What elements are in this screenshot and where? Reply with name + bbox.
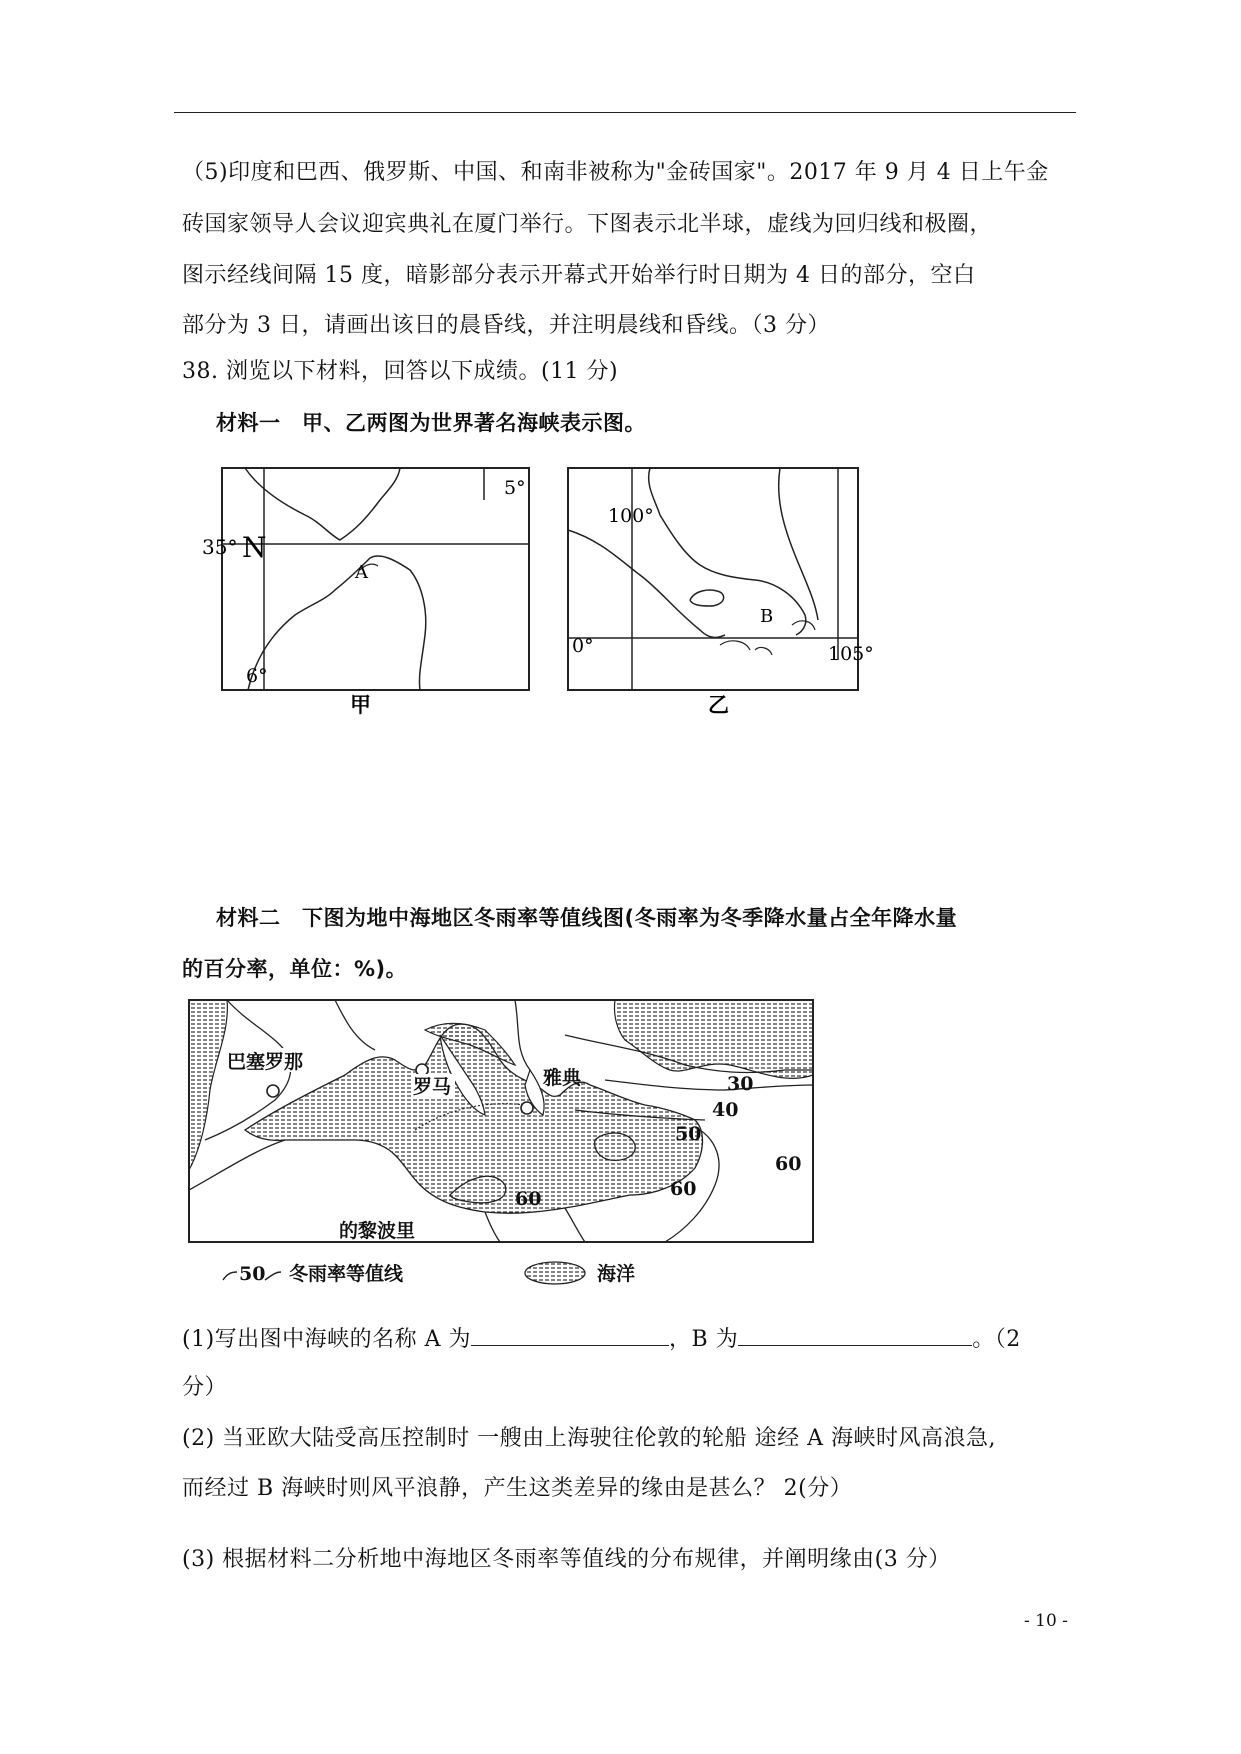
- label-tripoli: 的黎波里: [339, 1220, 416, 1242]
- map-yi-frame: [568, 468, 858, 690]
- material-2-line-1: 材料二 下图为地中海地区冬雨率等值线图(冬雨率为冬季降水量占全年降水量: [216, 906, 958, 930]
- page-number: - 10 -: [1024, 1611, 1068, 1631]
- map-yi: [560, 460, 900, 720]
- q38-sub3: (3) 根据材料二分析地中海地区冬雨率等值线的分布规律，并阐明缘由(3 分）: [182, 1547, 951, 1572]
- map-jia: [200, 460, 540, 720]
- legend-isoline-right: [265, 1272, 281, 1280]
- black-sea: [614, 1000, 813, 1078]
- isoline-label-60-east: 60: [775, 1153, 802, 1175]
- q5-line-2: 砖国家领导人会议迎宾典礼在厦门举行。下图表示北半球，虚线为回归线和极圈，: [182, 212, 993, 237]
- material-1-heading: 材料一 甲、乙两图为世界著名海峡表示图。: [216, 411, 646, 435]
- q38-title: 38. 浏览以下材料，回答以下成绩。(11 分): [182, 359, 619, 384]
- map-yi-label-105: 105°: [828, 643, 874, 665]
- map-jia-label-35: 35°: [202, 535, 238, 559]
- mediterranean-map: [185, 990, 825, 1290]
- isoline-label-60-west: 60: [515, 1188, 542, 1210]
- q38-sub1-line-2: 分）: [182, 1375, 228, 1400]
- header-rule: [174, 112, 1076, 113]
- map-jia-frame: [222, 468, 529, 690]
- q5-line-4: 部分为 3 日，请画出该日的晨昏线，并注明晨线和昏线。（3 分）: [182, 313, 830, 338]
- isoline-label-50: 50: [675, 1123, 702, 1145]
- q38-sub2-line-1: (2) 当亚欧大陆受高压控制时 一艘由上海驶往伦敦的轮船 途经 A 海峡时风高浪急,: [182, 1426, 997, 1451]
- map-yi-label-b: B: [760, 606, 774, 627]
- q38-sub1-prefix: (1)写出图中海峡的名称 A 为: [182, 1327, 472, 1352]
- q38-sub1-line-1: [182, 1323, 1021, 1355]
- legend-isoline-left: [223, 1272, 237, 1280]
- map-jia-north-coast: [245, 468, 400, 540]
- answer-blank-a[interactable]: [471, 1323, 669, 1346]
- q38-sub1-mid: ，B 为: [669, 1327, 739, 1352]
- athens-marker: [521, 1102, 533, 1114]
- map-yi-malay-coast: [649, 468, 806, 635]
- label-athens: 雅典: [543, 1067, 582, 1089]
- legend-isoline-label: 冬雨率等值线: [289, 1263, 404, 1285]
- map-yi-label-0: 0°: [572, 635, 594, 657]
- answer-blank-b[interactable]: [738, 1323, 972, 1346]
- map-jia-label-a: A: [355, 562, 368, 583]
- map-yi-label-100: 100°: [608, 505, 654, 527]
- map-jia-label-6: 6°: [246, 665, 268, 687]
- map-jia-south-coast: [248, 556, 426, 690]
- legend-ocean-swatch: [525, 1262, 585, 1284]
- legend-isoline-value: 50: [239, 1263, 266, 1285]
- atlantic-sea: [189, 1000, 227, 1170]
- label-rome: 罗马: [413, 1076, 452, 1098]
- mediterranean-sea: [245, 1024, 703, 1213]
- material-2-line-2: 的百分率，单位：%)。: [182, 957, 408, 981]
- barcelona-marker: [267, 1085, 279, 1097]
- map-jia-label-5: 5°: [504, 477, 526, 499]
- q5-line-1: （5)印度和巴西、俄罗斯、中国、和南非被称为"金砖国家"。2017 年 9 月 4 日上午金: [182, 160, 1049, 185]
- isoline-label-40: 40: [712, 1099, 739, 1121]
- map-yi-caption: 乙: [708, 692, 729, 717]
- isoline-label-60-mid: 60: [670, 1178, 697, 1200]
- q5-line-3: 图示经线间隔 15 度，暗影部分表示开幕式开始举行时日期为 4 日的部分，空白: [182, 263, 976, 288]
- legend-ocean-label: 海洋: [597, 1263, 636, 1285]
- map-yi-sumatra-coast: [568, 530, 725, 637]
- isoline-label-30: 30: [727, 1073, 754, 1095]
- q38-sub2-line-2: 而经过 B 海峡时则风平浪静，产生这类差异的缘由是甚么？ 2(分）: [182, 1476, 853, 1501]
- map-jia-label-n: N: [242, 531, 267, 564]
- q38-sub1-suffix: 。（2: [972, 1327, 1021, 1352]
- map-jia-caption: 甲: [350, 692, 371, 717]
- label-barcelona: 巴塞罗那: [227, 1051, 304, 1073]
